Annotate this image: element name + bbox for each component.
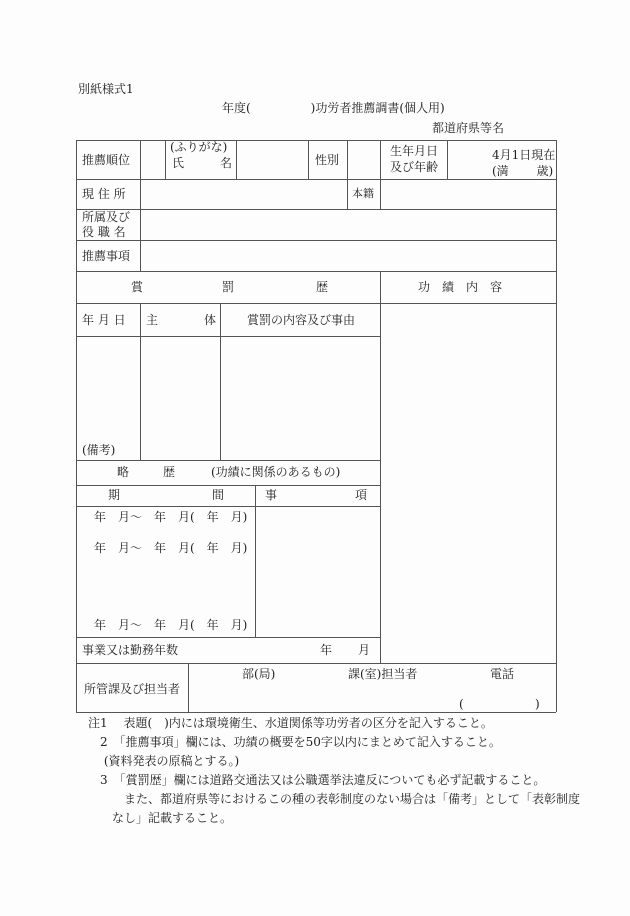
career-heading-1: 略 — [117, 465, 130, 479]
name-label-1: 氏 — [172, 156, 185, 170]
phone-paren-open: ( — [459, 697, 464, 711]
career-date-row: 年 月～ 年 月( 年 月) — [94, 541, 248, 555]
service-month-unit: 月 — [358, 643, 371, 657]
award-content-label: 賞罰の内容及び事由 — [247, 313, 356, 327]
recommend-label: 推薦事項 — [82, 249, 131, 263]
career-heading-2: 歴 — [163, 465, 176, 479]
contact-label: 所管課及び担当者 — [84, 682, 181, 696]
awards-heading-1: 賞 — [131, 280, 144, 294]
period-label-2: 間 — [212, 488, 225, 502]
award-subject-label-2: 体 — [204, 313, 217, 327]
age-label-2: (満 歳) — [492, 164, 554, 178]
remarks-label: (備考) — [82, 443, 116, 457]
name-label-2: 名 — [220, 156, 233, 170]
birth-label-2: 及び年齢 — [390, 160, 439, 174]
form-number: 別紙様式1 — [78, 82, 134, 96]
service-year-unit: 年 — [320, 643, 333, 657]
note-line: 2 「推薦事項」欄には、功績の概要を50字以内にまとめて記入すること。 — [88, 735, 501, 749]
note-line: (資料発表の原稿とする。) — [88, 754, 240, 768]
career-heading-3: (功績に関係のあるもの) — [211, 465, 341, 479]
note-line: 3 「賞罰歴」欄には道路交通法又は公職選挙法違反についても必ず記載すること。 — [88, 773, 546, 787]
career-date-row: 年 月～ 年 月( 年 月) — [94, 510, 248, 524]
address-label: 現 住 所 — [82, 187, 126, 201]
note-line: なし」記載すること。 — [88, 811, 233, 825]
furigana-label: (ふりがな) — [170, 140, 228, 154]
merit-heading: 功 績 内 容 — [418, 280, 503, 294]
note-line: また、都道府県等におけるこの種の表彰制度のない場合は「備考」として「表彰制度 — [88, 792, 581, 806]
note-line: 注1 表題( )内には環境衛生、水道関係等功労者の区分を記入すること。 — [88, 716, 493, 730]
period-label-1: 期 — [108, 488, 121, 502]
rank-label: 推薦順位 — [82, 153, 131, 167]
section-label: 課(室)担当者 — [348, 667, 418, 681]
affiliation-label-2: 役 職 名 — [82, 225, 126, 239]
prefecture-label: 都道府県等名 — [432, 121, 505, 135]
phone-paren-close: ) — [535, 697, 540, 711]
affiliation-label-1: 所属及び — [82, 210, 131, 224]
career-date-row: 年 月～ 年 月( 年 月) — [94, 618, 248, 632]
service-years-label: 事業又は勤務年数 — [82, 643, 179, 657]
item-label-2: 項 — [355, 488, 368, 502]
birth-label-1: 生年月日 — [390, 144, 439, 158]
phone-label: 電話 — [490, 667, 515, 681]
awards-heading-2: 罰 — [222, 280, 235, 294]
domicile-label: 本籍 — [352, 187, 374, 200]
sex-label: 性別 — [315, 153, 340, 167]
award-subject-label-1: 主 — [146, 313, 159, 327]
dept-label: 部(局) — [242, 667, 276, 681]
awards-heading-3: 歴 — [316, 280, 329, 294]
form-title: 年度( )功労者推薦調書(個人用) — [222, 101, 445, 115]
age-label-1: 4月1日現在 — [492, 148, 556, 162]
item-label-1: 事 — [265, 488, 278, 502]
award-date-label: 年 月 日 — [82, 313, 126, 327]
